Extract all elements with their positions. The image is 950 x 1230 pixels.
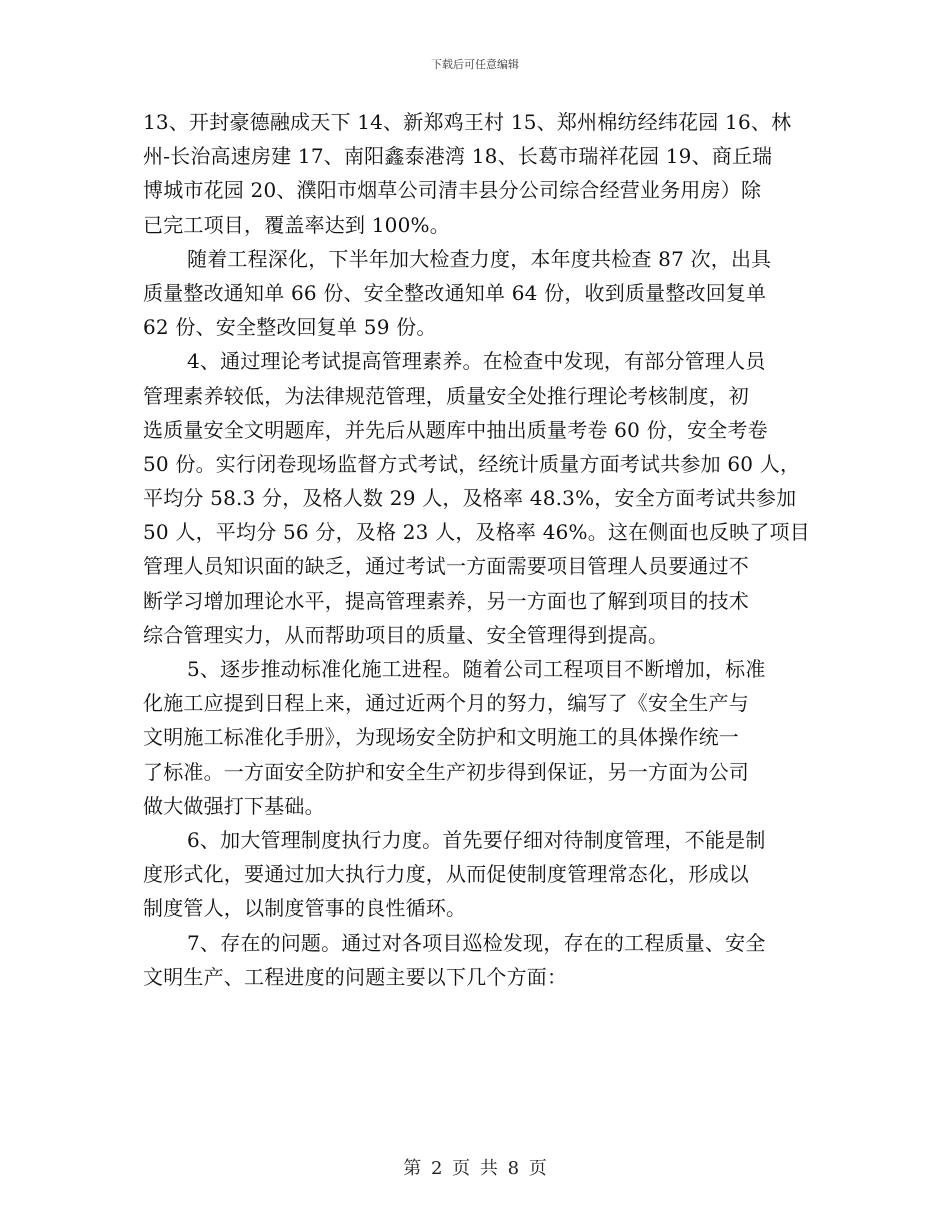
text-line: 断学习增加理论水平，提高管理素养，另一方面也了解到项目的技术: [143, 588, 749, 613]
paragraph-start-line: 7、存在的问题。通过对各项目巡检发现，存在的工程质量、安全: [187, 930, 766, 955]
text-line: 了标准。一方面安全防护和安全生产初步得到保证，另一方面为公司: [143, 759, 749, 784]
text-line: 平均分 58.3 分，及格人数 29 人，及格率 48.3%，安全方面考试共参加: [143, 486, 797, 511]
text-line: 62 份、安全整改回复单 59 份。: [143, 315, 437, 340]
paragraph-start-line: 随着工程深化，下半年加大检查力度，本年度共检查 87 次，出具: [187, 246, 772, 271]
page-header-note: 下载后可任意编辑: [431, 58, 519, 71]
text-line: 博城市花园 20、濮阳市烟草公司清丰县分公司综合经营业务用房）除: [143, 178, 762, 203]
text-line: 综合管理实力，从而帮助项目的质量、安全管理得到提高。: [143, 622, 669, 647]
text-line: 做大做强打下基础。: [143, 793, 325, 818]
text-line: 文明施工标准化手册》，为现场安全防护和文明施工的具体操作统一: [143, 725, 739, 750]
paragraph-start-line: 6、加大管理制度执行力度。首先要仔细对待制度管理，不能是制: [187, 827, 766, 852]
paragraph-start-line: 4、通过理论考试提高管理素养。在检查中发现，有部分管理人员: [187, 349, 766, 374]
document-body: [143, 105, 811, 994]
text-line: 已完工项目，覆盖率达到 100%。: [143, 212, 450, 237]
text-line: 州-长治高速房建 17、南阳鑫泰港湾 18、长葛市瑞祥花园 19、商丘瑞: [143, 144, 773, 169]
text-line: 文明生产、工程进度的问题主要以下几个方面：: [143, 964, 568, 989]
text-line: 管理素养较低，为法律规范管理，质量安全处推行理论考核制度，初: [143, 383, 749, 408]
page-number-footer: 第 2 页 共 8 页: [403, 1158, 547, 1179]
text-line: 选质量安全文明题库，并先后从题库中抽出质量考卷 60 份，安全考卷: [143, 417, 768, 442]
paragraph-start-line: 5、逐步推动标准化施工进程。随着公司工程项目不断增加，标准: [187, 657, 766, 681]
text-line: 50 份。实行闭卷现场监督方式考试，经统计质量方面考试共参加 60 人，: [143, 451, 801, 476]
text-line: 化施工应提到日程上来，通过近两个月的努力，编写了《安全生产与: [143, 691, 749, 716]
text-line: 制度管人，以制度管事的良性循环。: [143, 896, 467, 921]
text-line: 质量整改通知单 66 份、安全整改通知单 64 份，收到质量整改回复单: [143, 280, 767, 305]
text-line: 度形式化，要通过加大执行力度，从而促使制度管理常态化，形成以: [143, 862, 749, 887]
text-line: 13、开封豪德融成天下 14、新郑鸡王村 15、郑州棉纺经纬花园 16、林: [143, 110, 792, 134]
text-line: 50 人，平均分 56 分，及格 23 人，及格率 46%。这在侧面也反映了项目: [143, 520, 810, 545]
text-line: 管理人员知识面的缺乏，通过考试一方面需要项目管理人员要通过不: [143, 554, 749, 579]
